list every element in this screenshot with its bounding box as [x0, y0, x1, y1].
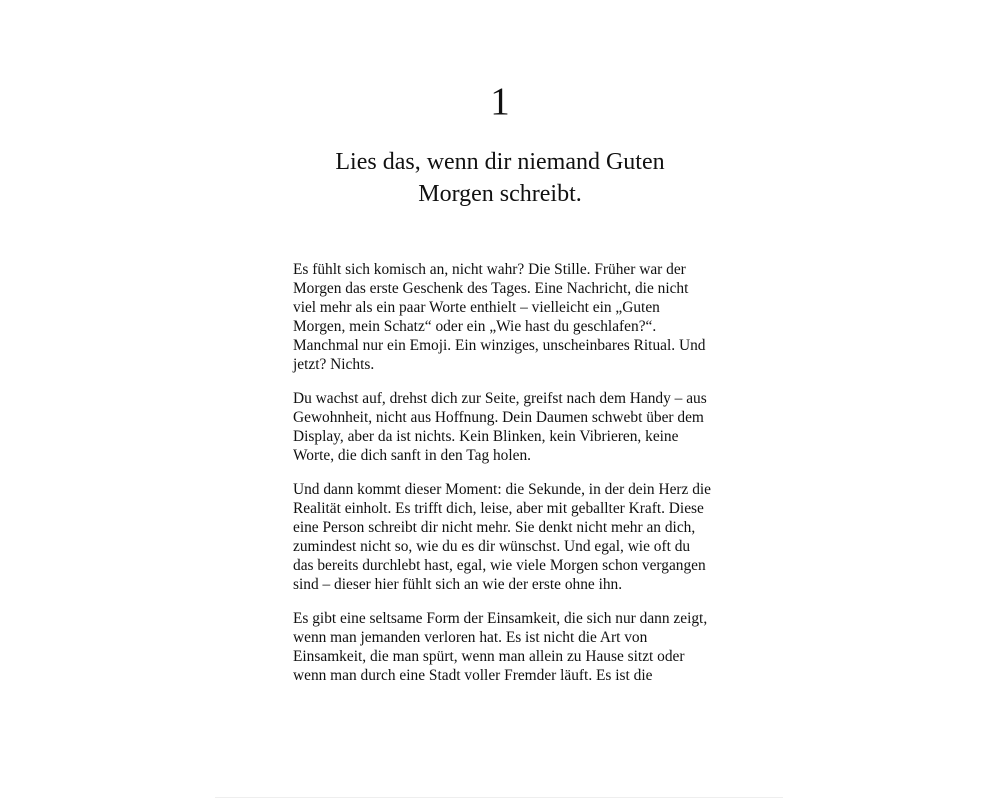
- paragraph-4: Es gibt eine seltsame Form der Einsamkeit, die sich nur dann zeigt, wenn man jemanden verloren hat. Es ist nicht die Art von Einsamkeit, die man spürt, wenn man allein zu Hause sitzt oder wenn man durch eine Stadt voller Fremder läuft. Es ist die: [293, 610, 708, 684]
- paragraph-1: Es fühlt sich komisch an, nicht wahr? Die Stille. Früher war der Morgen das erste Geschenk des Tages. Eine Nachricht, die nicht viel mehr als ein paar Worte enthielt – vielleicht ein „Guten Morgen, mein Schatz“ oder ein „Wie hast du geschlafen?“. Manchmal nur ein Emoji. Ein winziges, unscheinbares Ritual. Und jetzt? Nichts.: [293, 261, 706, 373]
- paragraph-2: Du wachst auf, drehst dich zur Seite, greifst nach dem Handy – aus Gewohnheit, nicht aus Hoffnung. Dein Daumen schwebt über dem Display, aber da ist nichts. Kein Blinken, kein Vibrieren, keine Worte, die dich sanft in den Tag holen.: [293, 390, 707, 464]
- chapter-title: [0, 146, 1000, 210]
- chapter-number: 1: [490, 80, 510, 123]
- chapter-title-line-1: Lies das, wenn dir niemand Guten: [335, 149, 665, 175]
- paragraph-3: Und dann kommt dieser Moment: die Sekunde, in der dein Herz die Realität einholt. Es trifft dich, leise, aber mit geballter Kraft. Diese eine Person schreibt dir nicht mehr. Sie denkt nicht mehr an dich, zumindest nicht so, wie du es dir wünschst. Und egal, wie oft du das bereits durchlebt hast, egal, wie viele Morgen schon vergangen sind – dieser hier fühlt sich an wie der erste ohne ihn.: [293, 481, 712, 593]
- chapter-title-line-2: Morgen schreibt.: [418, 181, 582, 207]
- page-bottom-divider: [215, 797, 783, 798]
- chapter-body: [293, 260, 713, 700]
